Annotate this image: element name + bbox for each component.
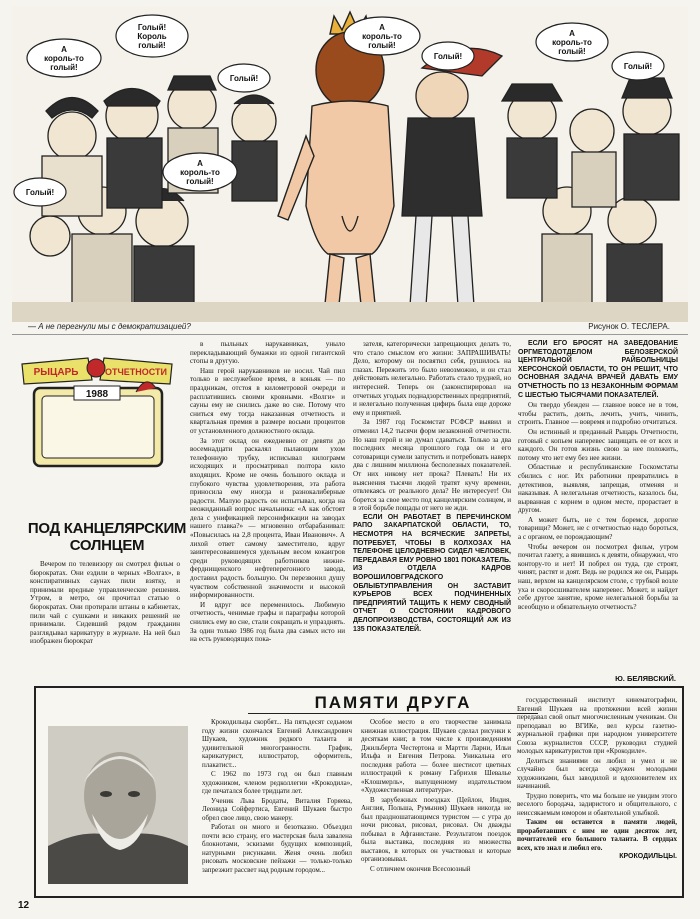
paragraph: За 1987 год Госкомстат РСФСР выявил и отменил 14,2 тысячи форм незаконной отчетности. Но наш герой и не думал сдаваться. Только за два последних месяца прошлого года он и его сотоварищи сумели запустить и потребовать наверх два с лишним миллиона бесполезных показателей. От них никому нет прока? Плевать! Ни их выяснения тысячи людей тратят кучу времени, отвлекаясь от реального дела? Не интересует! Он борется за свое место под канцелярским солнцем, и в этой борьбе пощады от него не жди. bbox=[353, 418, 511, 513]
speech-bubble-text: Голый! Король голый! bbox=[137, 23, 167, 50]
paragraph: И вдруг все переменилось. Любимую отчетность, ченимые графы и параграфы которой снились ему во сне, стали сокращать и упразднять. За один только 1986 год была два самых исто ни на есть руководящих пока- bbox=[190, 600, 345, 644]
obituary-column-2 bbox=[361, 718, 511, 896]
rubric-badge bbox=[18, 344, 178, 472]
article-column-4 bbox=[518, 340, 678, 672]
paragraph: Ученик Льва Бродаты, Виталия Горяева, Леонида Сойфертиса, Евгений Шукаев быстро обрел свое лицо, свою манеру. bbox=[202, 796, 352, 822]
paragraph: зателя, категорически запрещающих делать то, что стало смыслом его жизни: ЗАПРАШИВАТЬ! Дело, которому он посвятил себя, рушилось на глазах. Пережить это было невозможно, и он стал действовать нелегально. Работать стало трудней, но интересней. Теперь он (законспирировал на отчетных угодьях поднадзорственных предприятий, и нелегально полученная цифирь была еще дороже ему и приятней. bbox=[353, 340, 511, 417]
speech-bubble-text: А король-то голый! bbox=[44, 45, 84, 72]
paragraph: в пыльных нарукавниках, уныло перекладывающий бумажки из одной гигантской стопы в другую. bbox=[190, 340, 345, 366]
speech-bubble-text: А король-то голый! bbox=[552, 29, 592, 56]
paragraph: За этот оклад он ежедневно от девяти до восемнадцати раскалял пылающим ухом телефонную трубку, исписывал килограмм исходящих и просматривал полтора кило входящих. Кроме не очень большого оклада и глубокого чувства удовлетворения, эта работа приносила ему иногда и разнокалиберные радости. Малую радость он испытывал, когда на неожиданный вопрос начальника: «А как обстоят дела с унификацией персонификации на заводах нашего главка?» — мгновенно отбарабанивал: «Повысилась на 2,8 процента, Иван Ивaнович». А лихой ответ самому заместителю, вдруг заинтересовавшемуся удельным весом кокаигров среди руководящих работников нижне-ферднищенского нефтеперегонного завода, доставил радость большую. Он перезвонил душу чувством собственной значимости и высокой информированности. bbox=[190, 436, 345, 600]
paragraph: государственный институт кинематографии, Евгений Шукаев на протяжении всей жизни передавал свой опыт многочисленным ученикам. Он преподавал во ВГИКе, вел курсы газетно-журнальной графики при народном университете Союза журналистов СССР, руководил студией молодых карикатуристов при «Крокодиле». bbox=[517, 696, 677, 755]
rubric-right-label: ОТЧЕТНОСТИ bbox=[104, 367, 168, 377]
paragraph: С отличием окончив Всесоюзный bbox=[370, 864, 471, 873]
paragraph: Крокодильцы скорбят... На пятьдесят седьмом году жизни скончался Евгений Александрович Шукаев, художник редкого таланта и удивительной многогранности. График, карикатурист, иллюстратор, оформитель, плакатист... bbox=[202, 718, 352, 769]
paragraph: Особое место в его творчестве занимала книжная иллюстрация. Шукаев сделал рисунки к десяткам книг, в том числе к произведениям Джильберта Честертона и Мартти Ларни, Ильи Ильфа и Евгения Петрова. Уникальна его последняя работа — более шестисот цветных иллюстраций к роману Габриэля Шевалье «Клошмерль», выпущенному издательством «Художественная литература». bbox=[361, 718, 511, 794]
article-headline: ПОД КАНЦЕЛЯРСКИМ СОЛНЦЕМ bbox=[27, 520, 187, 554]
speech-bubble-text: Голый! bbox=[433, 52, 463, 61]
paragraph: Областные и республиканские Госкомстаты сбились с ног. Их работники превратились в детективов, выявляя, запрещая, отменяя и наказывая. А нелегальная отчетность, казалось бы, вырванная с корнем в одном месте, прорастает в другом. bbox=[518, 463, 678, 515]
portrait-photo bbox=[48, 726, 188, 884]
speech-bubble-text: А король-то голый! bbox=[180, 159, 220, 186]
cartoon-caption: — А не перегнули мы с демократизацией? bbox=[28, 322, 191, 331]
paragraph: В зарубежных поездках (Цейлон, Индия, Англия, Польша, Румыния) Шукаев никогда не был праздношатающимся туристом — с утра до ночи рисовал, рисовал, рисовал. Он дважды побывал в Афганистане. Результатом поездок была выставка, последняя из множества выставок, в которых он участвовал и которые организовывал. bbox=[361, 795, 511, 863]
paragraph: ЕСЛИ ОН РАБОТАЕТ В ПЕРЕЧИНСКОМ РАПО ЗАКАРПАТСКОЙ ОБЛАСТИ, ТО, НЕСМОТРЯ НА ВСЯЧЕСКИЕ ЗАПРЕТЫ, ПОТРЕБУЕТ, ЧТОБЫ В КОЛХОЗАХ НА ТЕЛЕФОНЕ ЦЕЛОДНЕВНО СИДЕЛ ЧЕЛОВЕК, ПЕРЕДАВАЯ ЕМУ РОВНО 1801 ПОКАЗАТЕЛЬ. ИЗ ОТДЕЛА КАДРОВ ВОРОШИЛОВГРАДСКОГО ОБЛЫБТУПРАВЛЕНИЯ ОН ЗАСТАВИТ КУРЬЕРОВ ВСЕХ ПОДЧИНЕННЫХ ПРЕДПРИЯТИЙ ТАЩИТЬ К НЕМУ СВОДНЫЙ ОТЧЕТ О СОСТОЯНИИ КАДРОВОГО ДЕЛОПРОИЗВОДСТВА, СОСТОЯЩИЙ АЖ ИЗ 135 ПОКАЗАТЕЛЕЙ. bbox=[353, 513, 511, 633]
paragraph: Он твердо убежден — главное вовсе не в том, чтобы растить, доить, лечить, учить, чинить, строить. Главное — вовремя и подробно отчитаться. bbox=[518, 401, 678, 427]
speech-bubble-text: Голый! bbox=[25, 188, 55, 197]
article-column-3 bbox=[353, 340, 511, 680]
page-number: 12 bbox=[18, 900, 30, 911]
paragraph: Делиться знаниями он любил и умел и не случайно был всегда окружен молодыми художниками, был заводилой и вдохновителем их начинаний. bbox=[517, 756, 677, 790]
paragraph: Таким он останется в памяти людей, проработавших с ним не один десяток лет, почитателей его большого таланта. В сердцах всех, кто знал и любил его. bbox=[517, 818, 677, 852]
paragraph: КРОКОДИЛЬЦЫ. bbox=[619, 853, 677, 860]
paragraph: Наш герой нарукавников не носил. Чай пил только в неслужебное время, в коньяк — по праздникам, отстоя в километровой очереди и расплатившись своими кровными. «Волги» и сауны ему не снились даже во сне. Потому что сниться ему тогда наказанная отчетность и квартальная премия в размере восьми процентов от установленного должностного оклада. bbox=[190, 366, 345, 435]
paragraph: ЕСЛИ ЕГО БРОСЯТ НА ЗАВЕДОВАНИЕ ОРГМЕТОДОТДЕЛОМ БЕЛОЗЕРСКОЙ ЦЕНТРАЛЬНОЙ РАЙБОЛЬНИЦЫ ХЕРСОНСКОЙ ОБЛАСТИ, ТО ОН РЕШИТ, ЧТО ОСНОВНАЯ ЗАДАЧА ВРАЧЕЙ ДАВАТЬ ЕМУ ОТЧЕТНОСТЬ ПО 13 НЕЗАКОННЫМ ФОРМАМ С ШЕСТЬЮ ТЫСЯЧАМИ ПОКАЗАТЕЛЕЙ. bbox=[518, 340, 678, 399]
rubric-year: 1988 bbox=[85, 389, 109, 400]
article-author: Ю. БЕЛЯВСКИЙ. bbox=[615, 674, 676, 683]
paragraph: Вечером по телевизору он смотрел фильм о бюрократах. Они ездили в черных «Волгах», в конспиративных саунах пили взятку, и принимали вредные управленческие решения. Утром, в метро, он прочитал статью о бюрократах. Они протирали штаны в кабинетах, пили чай с сушками и никаких решений не принимали. Сидевший рядом гражданин разглядывал карикатуру в журнале. На ней был изображен бюрократ bbox=[30, 560, 180, 646]
cartoon-credit: Рисунок О. ТЕСЛЕРА. bbox=[588, 322, 670, 331]
paragraph: А может быть, не с тем боремся, дорогие товарищи? Может, не с отчетностью надо бороться, а с органом, ее порождающим? bbox=[518, 515, 678, 542]
obituary-box bbox=[34, 686, 684, 898]
paragraph: С 1962 по 1973 год он был главным художником, членом редколлегии «Крокодила», где печатался более тридцати лет. bbox=[202, 770, 352, 795]
paragraph: Работал он много и безотказно. Объездил почти всю страну, его мастерская была завалена блокнотами, эскизами будущих композиций, натурными рисунками. Женя очень любил рисовать московские пейзажи — только-только запрезжит рассвет над родным городом... bbox=[202, 823, 352, 874]
paragraph: Трудно поверить, что мы больше не увидим этого веселого бородача, задиристого и общительного, с неиссякаемым юмором и обаятельной улыбкой. bbox=[517, 791, 677, 817]
article-column-2 bbox=[190, 340, 345, 680]
obituary-column-3 bbox=[517, 696, 677, 896]
paragraph: Чтобы вечером он посмотрел фильм, утром почитал газету, а явившись к девяти, обнаружил, что контору-то и нет! И побрел он туда, где строят, чинят, растят и доят. Ведь не родился же он, Рыцарь наш, верхом на канцелярском столе, с трубкой возле уха и скоросшивателем наперевес. Может, и найдет себе другое занятие, кроме нелегальной борьбы за всеобщую и обязательную отчетность? bbox=[518, 542, 678, 611]
rubric-left-label: РЫЦАРЬ bbox=[33, 367, 79, 378]
paragraph: Он истинный и преданный Рыцарь Отчетности, готовый с копьем наперевес защищать ее от всех и каждого. Он готов жизнь свою за нее положить, потому что нет ему без нее жизни. bbox=[518, 427, 678, 462]
article-column-1 bbox=[30, 560, 180, 678]
divider bbox=[12, 334, 688, 335]
speech-bubble-text: Голый! bbox=[623, 62, 653, 71]
obituary-column-1 bbox=[202, 718, 352, 896]
speech-bubble-text: А король-то голый! bbox=[362, 23, 402, 50]
speech-bubble-text: Голый! bbox=[229, 74, 259, 83]
cartoon-illustration bbox=[12, 6, 688, 322]
obituary-title: ПАМЯТИ ДРУГА bbox=[248, 693, 538, 714]
